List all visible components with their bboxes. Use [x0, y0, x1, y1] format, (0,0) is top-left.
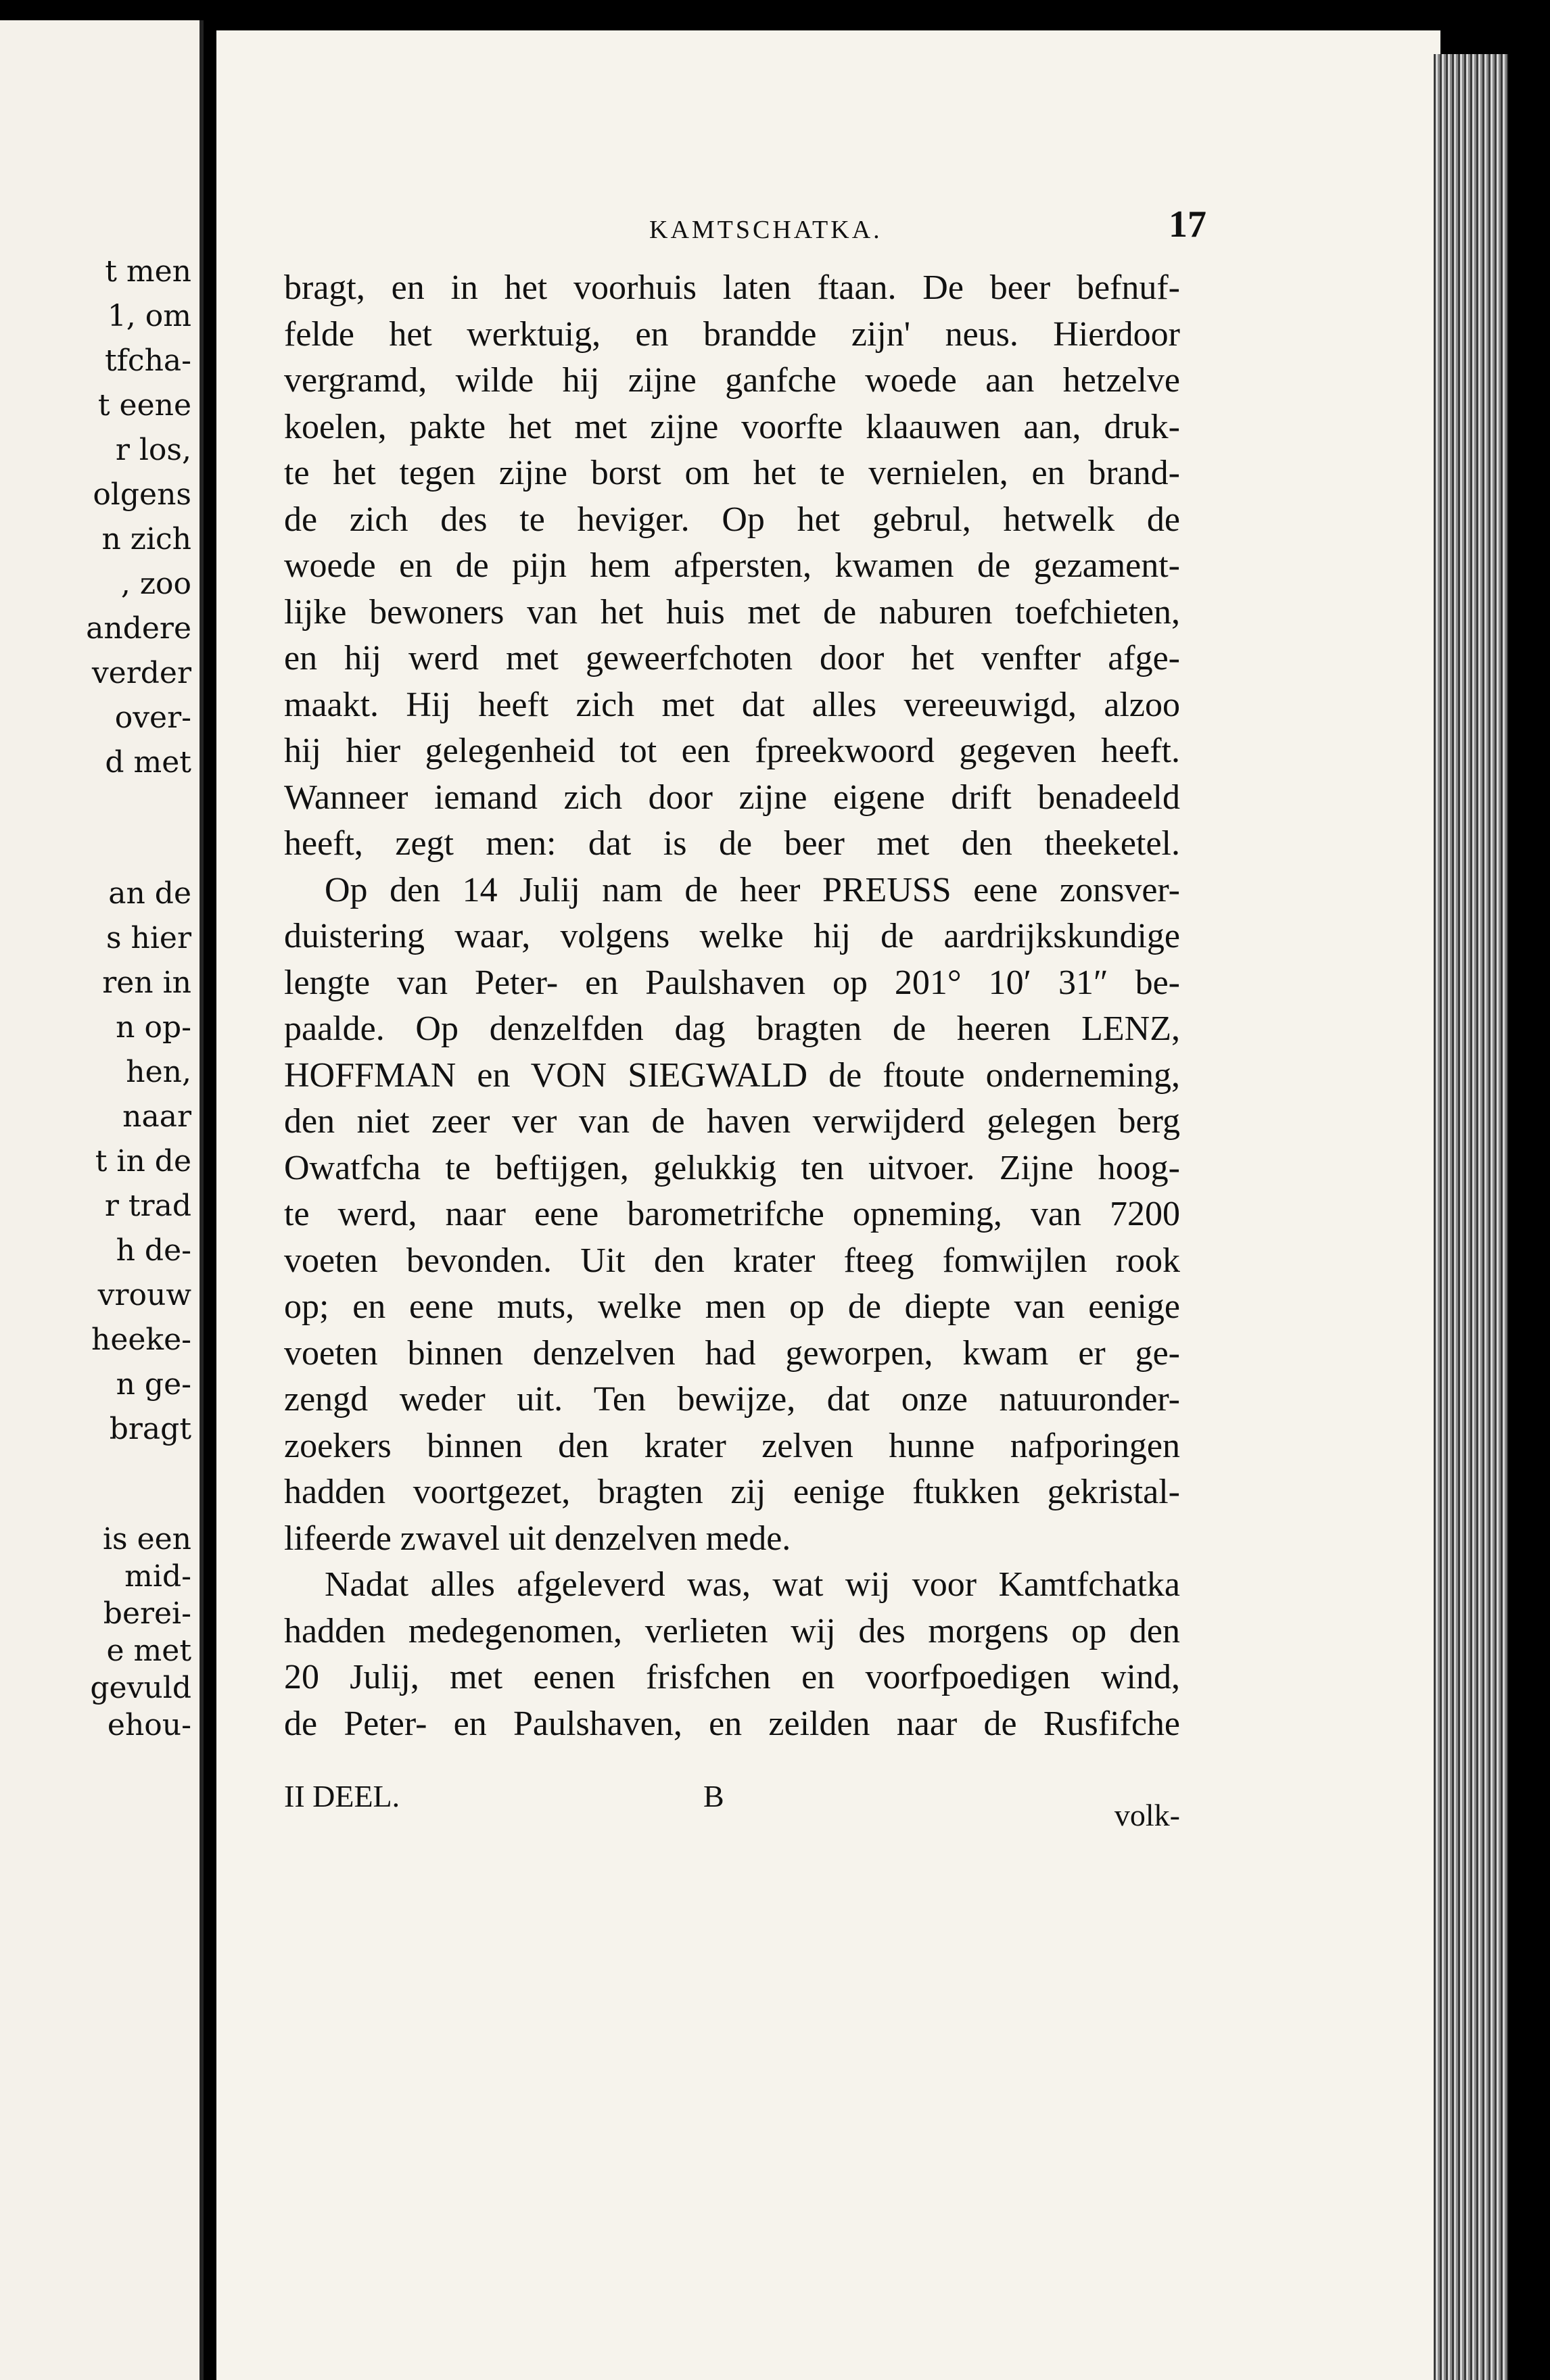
- text-line: Nadat alles afgeleverd was, wat wij voor Kamtfchatka: [325, 1565, 1180, 1604]
- text-line: zengd weder uit. Ten bewijze, dat onze natuuronder-: [284, 1380, 1180, 1419]
- facing-page-fragment: t men: [105, 254, 191, 289]
- text-line: lengte van Peter- en Paulshaven op 201° 10′ 31″ be-: [284, 963, 1180, 1002]
- page-footer: [284, 1778, 1180, 1832]
- facing-page-fragment: olgens: [93, 477, 191, 512]
- text-line: paalde. Op denzelfden dag bragten de heeren LENZ,: [284, 1009, 1180, 1048]
- text-line: vergramd, wilde hij zijne ganfche woede aan hetzelve: [284, 361, 1180, 400]
- facing-page-fragment: bragt: [109, 1412, 191, 1446]
- facing-page-fragment: h de-: [116, 1233, 191, 1268]
- text-line: den niet zeer ver van de haven verwijderd gelegen berg: [284, 1102, 1180, 1141]
- text-line: te werd, naar eene barometrifche opneming, van 7200: [284, 1195, 1180, 1233]
- catchword: volk-: [1114, 1798, 1180, 1832]
- text-line: hij hier gelegenheid tot een fpreekwoord gegeven heeft.: [284, 732, 1180, 770]
- facing-page-fragment: 1, om: [107, 299, 191, 333]
- book-gutter: [204, 0, 217, 2380]
- page-number: 17: [1169, 204, 1206, 245]
- facing-page-fragment: t in de: [95, 1144, 191, 1179]
- facing-page-fragment: hen,: [126, 1055, 191, 1089]
- text-line: hadden medegenomen, verlieten wij des morgens op den: [284, 1611, 1180, 1650]
- facing-page-fragment: an de: [108, 876, 191, 911]
- facing-page-fragment: t eene: [97, 388, 191, 423]
- facing-page-fragment: d met: [105, 745, 191, 780]
- text-line: heeft, zegt men: dat is de beer met den theeketel.: [284, 824, 1180, 863]
- facing-page-fragment: is een: [102, 1522, 191, 1556]
- text-line: Owatfcha te beftijgen, gelukkig ten uitvoer. Zijne hoog-: [284, 1148, 1180, 1187]
- facing-page-fragment: berei-: [103, 1596, 191, 1631]
- text-line: 20 Julij, met eenen frisfchen en voorfpoedigen wind,: [284, 1658, 1180, 1696]
- facing-page-fragment: verder: [91, 656, 191, 690]
- text-line: HOFFMAN en VON SIEGWALD de ftoute onderneming,: [284, 1055, 1180, 1095]
- text-line: de Peter- en Paulshaven, en zeilden naar de Rusfifche: [284, 1704, 1180, 1743]
- text-line: op; en eene muts, welke men op de diepte van eenige: [284, 1287, 1180, 1326]
- text-line: voeten binnen denzelven had geworpen, kwam er ge-: [284, 1333, 1180, 1373]
- facing-page-fragment: heeke-: [91, 1323, 191, 1357]
- facing-page-fragment: n ge-: [116, 1367, 191, 1402]
- facing-page-fragment: mid-: [124, 1559, 191, 1594]
- text-line: te het tegen zijne borst om het te vernielen, en brand-: [284, 454, 1180, 492]
- facing-page-fragment: r los,: [115, 433, 191, 467]
- facing-page-fragment: n op-: [116, 1010, 191, 1045]
- facing-page-fragment: n zich: [101, 522, 191, 556]
- text-line: bragt, en in het voorhuis laten ftaan. De beer befnuf-: [284, 268, 1180, 307]
- body-text: [284, 265, 1180, 1747]
- facing-page-fragment: tfcha-: [104, 343, 191, 378]
- signature-mark: B: [703, 1779, 724, 1813]
- volume-signature: II DEEL.: [284, 1779, 400, 1813]
- facing-page-fragment: gevuld: [90, 1671, 191, 1705]
- facing-page-fragment: r trad: [104, 1189, 191, 1223]
- text-line: koelen, pakte het met zijne voorfte klaauwen aan, druk-: [284, 407, 1180, 446]
- text-line: Op den 14 Julij nam de heer PREUSS eene zonsver-: [325, 870, 1180, 909]
- text-line: de zich des te heviger. Op het gebrul, hetwelk de: [284, 500, 1180, 539]
- facing-page-fragment: s hier: [105, 921, 191, 955]
- facing-page-fragment: e met: [106, 1634, 191, 1668]
- text-line: Wanneer iemand zich door zijne eigene drift benadeeld: [284, 778, 1180, 817]
- facing-page-fragment: ren in: [102, 966, 191, 1000]
- text-line: zoekers binnen den krater zelven hunne nafporingen: [284, 1426, 1180, 1465]
- running-head: KAMTSCHATKA.: [649, 216, 883, 244]
- facing-page-fragment: naar: [122, 1099, 191, 1134]
- text-line: en hij werd met geweerfchoten door het venfter afge-: [284, 639, 1180, 677]
- facing-page-fragment: , zoo: [120, 567, 191, 601]
- text-line: voeten bevonden. Uit den krater fteeg fomwijlen rook: [284, 1241, 1180, 1280]
- facing-page-fragment: andere: [86, 611, 191, 646]
- text-line: maakt. Hij heeft zich met dat alles vereeuwigd, alzoo: [284, 685, 1180, 724]
- text-line: lijke bewoners van het huis met de naburen toefchieten,: [284, 592, 1180, 632]
- facing-page-fragment: vrouw: [97, 1278, 191, 1312]
- text-line: hadden voortgezet, bragten zij eenige ftukken gekristal-: [284, 1473, 1180, 1511]
- facing-page-fragment: over-: [114, 700, 191, 735]
- text-line: felde het werktuig, en brandde zijn' neus. Hierdoor: [284, 314, 1180, 354]
- text-line: lifeerde zwavel uit denzelven mede.: [284, 1519, 791, 1558]
- facing-page-left: [0, 20, 204, 2380]
- page-edges: [1434, 54, 1508, 2380]
- facing-page-fragment: ehou-: [107, 1708, 191, 1742]
- text-line: woede en de pijn hem afpersten, kwamen de gezament-: [284, 546, 1180, 585]
- text-line: duistering waar, volgens welke hij de aardrijkskundige: [284, 917, 1180, 955]
